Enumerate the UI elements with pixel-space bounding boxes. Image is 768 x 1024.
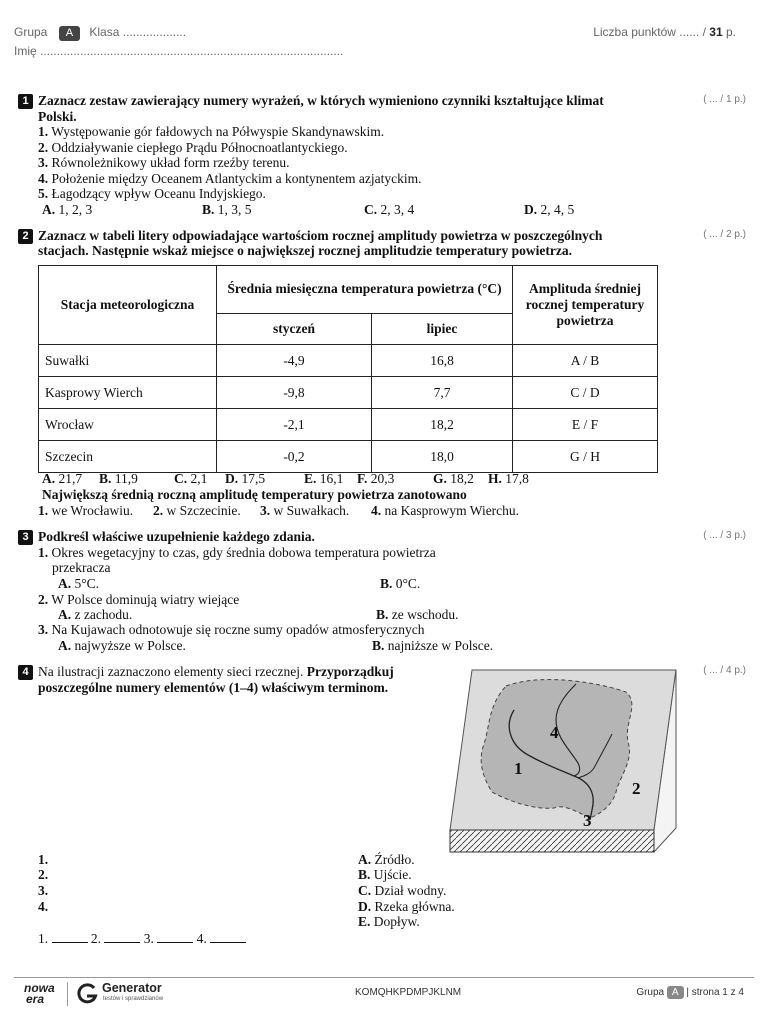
temperature-table bbox=[38, 265, 658, 473]
q4-slot-2[interactable]: 2. bbox=[38, 867, 49, 882]
q3-item-3-option-b[interactable]: B. najniższe w Polsce. bbox=[372, 638, 494, 653]
q2-option-c[interactable]: C. 2,1 bbox=[174, 471, 208, 486]
q4-slot-4[interactable]: 4. bbox=[38, 899, 49, 914]
station-cell: Kasprowy Wierch bbox=[39, 377, 217, 409]
q3-item-3: 3. Na Kujawach odnotowuje się roczne sumy opadów atmosferycznych bbox=[38, 622, 425, 637]
generator-tagline: testów i sprawdzianów bbox=[103, 996, 164, 1002]
header-mean-temp: Średnia miesięczna temperatura powietrza (°C) bbox=[217, 266, 513, 314]
group-badge: A bbox=[59, 26, 80, 41]
q3-item-1: 1. Okres wegetacyjny to czas, gdy średnia dobowa temperatura powietrza bbox=[38, 545, 436, 560]
q3-item-2: 2. W Polsce dominują wiatry wiejące bbox=[38, 592, 240, 607]
question-1-prompt-cont: Polski. bbox=[38, 109, 77, 124]
q3-item-2-option-b[interactable]: B. ze wschodu. bbox=[376, 607, 459, 622]
footer-separator bbox=[67, 982, 68, 1006]
july-cell: 18,0 bbox=[372, 441, 513, 473]
question-4-prompt: Na ilustracji zaznaczono elementy sieci rzecznej. Przyporządkuj bbox=[38, 664, 394, 679]
q1-answer-d[interactable]: D. 2, 4, 5 bbox=[524, 202, 575, 217]
q3-item-3-option-a[interactable]: A. najwyższe w Polsce. bbox=[58, 638, 186, 653]
question-2-number: 2 bbox=[18, 229, 33, 244]
points-unit: p. bbox=[725, 25, 736, 39]
question-4-points: ( ... / 4 p.) bbox=[703, 665, 746, 676]
class-label: Klasa ................... bbox=[89, 25, 187, 39]
question-1-prompt: Zaznacz zestaw zawierający numery wyrażeń, w których wymieniono czynniki kształtujące klimat bbox=[38, 93, 604, 108]
station-cell: Wrocław bbox=[39, 409, 217, 441]
january-cell: -2,1 bbox=[217, 409, 372, 441]
river-network-illustration bbox=[444, 664, 684, 856]
nowa-era-logo: nowa era bbox=[24, 981, 55, 1006]
amplitude-choice[interactable]: C / D bbox=[513, 377, 658, 409]
question-3-points: ( ... / 3 p.) bbox=[703, 530, 746, 541]
points-field bbox=[593, 25, 736, 39]
january-cell: -4,9 bbox=[217, 345, 372, 377]
question-2-points: ( ... / 2 p.) bbox=[703, 229, 746, 240]
q4-term-a: A. Źródło. bbox=[358, 852, 415, 867]
question-4-prompt-cont: poszczególne numery elementów (1–4) właściwym terminom. bbox=[38, 680, 389, 695]
question-3-number: 3 bbox=[18, 530, 33, 545]
terrain-cross-section bbox=[450, 830, 654, 852]
q4-slot-1[interactable]: 1. bbox=[38, 852, 49, 867]
question-4-number: 4 bbox=[18, 665, 33, 680]
answer-blank-3[interactable] bbox=[157, 931, 193, 943]
q1-item: 4. Położenie między Oceanem Atlantyckim a kontynentem azjatyckim. bbox=[38, 171, 422, 186]
q2-place-4[interactable]: 4. na Kasprowym Wierchu. bbox=[371, 503, 520, 518]
january-cell: -9,8 bbox=[217, 377, 372, 409]
figure-label-4: 4 bbox=[550, 723, 559, 742]
figure-label-3: 3 bbox=[583, 811, 592, 830]
question-3-prompt: Podkreśl właściwe uzupełnienie każdego zdania. bbox=[38, 529, 315, 544]
figure-label-1: 1 bbox=[514, 759, 523, 778]
q4-term-e: E. Dopływ. bbox=[358, 914, 420, 929]
july-cell: 18,2 bbox=[372, 409, 513, 441]
question-2-prompt: Zaznacz w tabeli litery odpowiadające wartościom rocznej amplitudy powietrza w poszczególnych bbox=[38, 228, 603, 243]
footer-group-badge: A bbox=[667, 986, 684, 999]
q1-answer-c[interactable]: C. 2, 3, 4 bbox=[364, 202, 415, 217]
header-amplitude: Amplituda średniej rocznej temperatury powietrza bbox=[513, 266, 658, 345]
amplitude-choice[interactable]: E / F bbox=[513, 409, 658, 441]
q1-item: 3. Równoleżnikowy układ form rzeźby terenu. bbox=[38, 155, 290, 170]
question-1-points: ( ... / 1 p.) bbox=[703, 94, 746, 105]
answer-blank-1[interactable] bbox=[52, 931, 88, 943]
q2-option-e[interactable]: E. 16,1 bbox=[304, 471, 344, 486]
q4-term-b: B. Ujście. bbox=[358, 867, 412, 882]
q3-item-2-option-a[interactable]: A. z zachodu. bbox=[58, 607, 133, 622]
page-info: Grupa A | strona 1 z 4 bbox=[636, 987, 744, 998]
generator-brand: Generator bbox=[102, 981, 162, 995]
amplitude-choice[interactable]: G / H bbox=[513, 441, 658, 473]
table-row bbox=[39, 345, 658, 377]
q4-answer-line: 1. 2. 3. 4. bbox=[38, 931, 246, 947]
table-row bbox=[39, 409, 658, 441]
q2-option-a[interactable]: A. 21,7 bbox=[42, 471, 83, 486]
station-cell: Suwałki bbox=[39, 345, 217, 377]
group-field bbox=[14, 25, 186, 41]
amplitude-choice[interactable]: A / B bbox=[513, 345, 658, 377]
q4-slot-3[interactable]: 3. bbox=[38, 883, 49, 898]
q4-term-c: C. Dział wodny. bbox=[358, 883, 447, 898]
answer-blank-2[interactable] bbox=[104, 931, 140, 943]
q1-item: 5. Łagodzący wpływ Oceanu Indyjskiego. bbox=[38, 186, 266, 201]
generator-logo-icon bbox=[76, 983, 98, 1005]
figure-label-2: 2 bbox=[632, 779, 641, 798]
q2-option-d[interactable]: D. 17,5 bbox=[225, 471, 266, 486]
q1-answer-a[interactable]: A. 1, 2, 3 bbox=[42, 202, 93, 217]
header-july: lipiec bbox=[372, 313, 513, 344]
q2-option-b[interactable]: B. 11,9 bbox=[99, 471, 138, 486]
q2-option-f[interactable]: F. 20,3 bbox=[357, 471, 395, 486]
q1-answer-b[interactable]: B. 1, 3, 5 bbox=[202, 202, 252, 217]
station-cell: Szczecin bbox=[39, 441, 217, 473]
group-label: Grupa bbox=[14, 25, 48, 39]
test-code: KOMQHKPDMPJKLNM bbox=[355, 987, 462, 998]
header-station: Stacja meteorologiczna bbox=[39, 266, 217, 345]
july-cell: 16,8 bbox=[372, 345, 513, 377]
q2-option-g[interactable]: G. 18,2 bbox=[433, 471, 474, 486]
q2-option-h[interactable]: H. 17,8 bbox=[488, 471, 529, 486]
q2-place-1[interactable]: 1. we Wrocławiu. bbox=[38, 503, 134, 518]
name-field: Imię ........................................................................................... bbox=[14, 44, 344, 58]
answer-blank-4[interactable] bbox=[210, 931, 246, 943]
q2-place-2[interactable]: 2. w Szczecinie. bbox=[153, 503, 241, 518]
table-row bbox=[39, 377, 658, 409]
question-2-prompt-cont: stacjach. Następnie wskaż miejsce o największej rocznej amplitudzie temperatury powietrza. bbox=[38, 243, 573, 258]
question-2-subprompt: Największą średnią roczną amplitudę temperatury powietrza zanotowano bbox=[42, 487, 467, 502]
q1-item: 2. Oddziaływanie ciepłego Prądu Północnoatlantyckiego. bbox=[38, 140, 348, 155]
drainage-basin bbox=[481, 680, 632, 818]
q2-place-3[interactable]: 3. w Suwałkach. bbox=[260, 503, 350, 518]
q1-item: 1. Występowanie gór fałdowych na Półwyspie Skandynawskim. bbox=[38, 124, 385, 139]
q3-item-1-option-b[interactable]: B. 0°C. bbox=[380, 576, 421, 591]
question-1-number: 1 bbox=[18, 94, 33, 109]
points-label: Liczba punktów ...... / bbox=[593, 25, 706, 39]
q4-term-d: D. Rzeka główna. bbox=[358, 899, 455, 914]
table-row bbox=[39, 441, 658, 473]
july-cell: 7,7 bbox=[372, 377, 513, 409]
q3-item-1-cont: przekracza bbox=[52, 560, 111, 575]
header-january: styczeń bbox=[217, 313, 372, 344]
points-total: 31 bbox=[709, 25, 723, 39]
footer-divider bbox=[14, 977, 754, 978]
january-cell: -0,2 bbox=[217, 441, 372, 473]
q3-item-1-option-a[interactable]: A. 5°C. bbox=[58, 576, 100, 591]
